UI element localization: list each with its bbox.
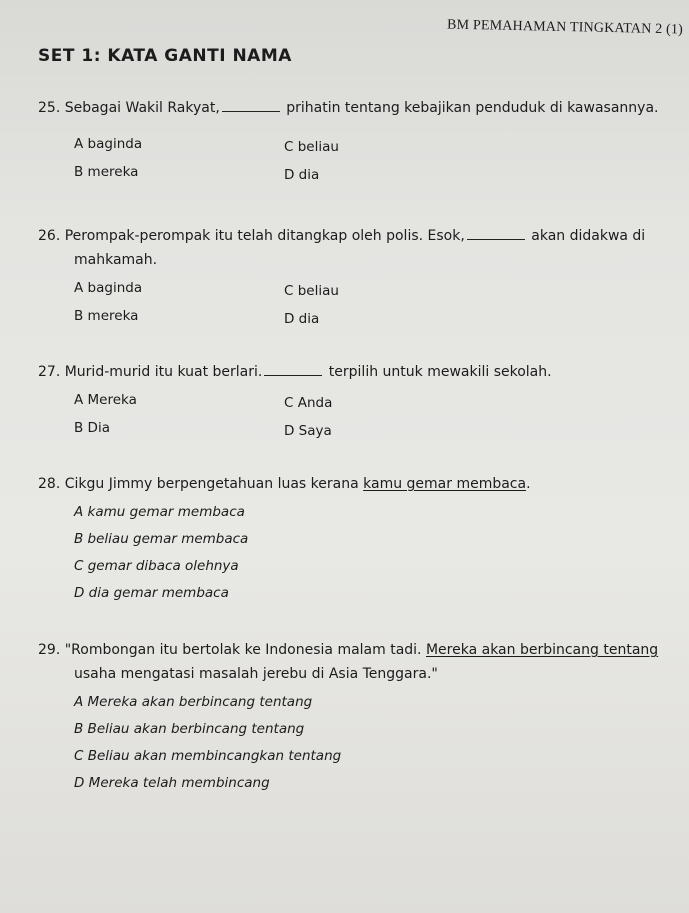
question-stem <box>38 476 531 492</box>
option-a: A Mereka akan berbincang tentang <box>74 694 313 710</box>
question-stem <box>38 100 658 116</box>
answer-blank <box>222 111 280 112</box>
answer-blank <box>467 239 525 240</box>
underlined-phrase: kamu gemar membaca <box>363 476 527 492</box>
question-stem <box>38 228 645 244</box>
question-number: 29. <box>38 642 61 658</box>
answer-blank <box>264 375 322 376</box>
option-d: D Saya <box>284 423 332 439</box>
option-a: A Mereka <box>74 392 137 408</box>
option-b: B beliau gemar membaca <box>74 531 249 547</box>
option-d: D dia gemar membaca <box>74 585 229 601</box>
option-d: D dia <box>284 311 320 327</box>
question-number: 25. <box>38 100 61 116</box>
option-c: C beliau <box>284 283 339 299</box>
option-c: C beliau <box>284 139 339 155</box>
stem-text: Sebagai Wakil Rakyat, <box>64 100 220 116</box>
option-c: C gemar dibaca olehnya <box>74 558 239 574</box>
subject-header: BM PEMAHAMAN TINGKATAN 2 (1) <box>446 17 684 38</box>
option-c: C Beliau akan membincangkan tentang <box>74 748 342 764</box>
option-d: D Mereka telah membincang <box>74 775 270 791</box>
stem-line-2: mahkamah. <box>74 252 158 268</box>
stem-text: prihatin tentang kebajikan penduduk di kawasannya. <box>286 100 659 116</box>
underlined-phrase: Mereka akan berbincang tentang <box>425 642 659 658</box>
stem-text: terpilih untuk mewakili sekolah. <box>328 364 552 380</box>
question-stem <box>38 642 658 658</box>
option-d: D dia <box>284 167 320 183</box>
question-number: 27. <box>38 364 61 380</box>
option-b: B mereka <box>74 164 139 180</box>
stem-text: Perompak-perompak itu telah ditangkap oleh polis. Esok, <box>64 228 465 244</box>
stem-line-2: usaha mengatasi masalah jerebu di Asia Tenggara." <box>74 666 438 682</box>
option-c: C Anda <box>284 395 333 411</box>
stem-text: akan didakwa di <box>531 228 646 244</box>
option-b: B mereka <box>74 308 139 324</box>
option-a: A baginda <box>74 280 143 296</box>
option-b: B Dia <box>74 420 110 436</box>
stem-end: . <box>526 476 531 492</box>
stem-text: Murid-murid itu kuat berlari. <box>64 364 263 380</box>
question-number: 26. <box>38 228 61 244</box>
stem-text: "Rombongan itu bertolak ke Indonesia malam tadi. <box>64 642 422 658</box>
question-stem <box>38 364 552 380</box>
option-a: A kamu gemar membaca <box>74 504 245 520</box>
set-title: SET 1: KATA GANTI NAMA <box>38 46 292 66</box>
option-b: B Beliau akan berbincang tentang <box>74 721 305 737</box>
option-a: A baginda <box>74 136 143 152</box>
question-number: 28. <box>38 476 61 492</box>
stem-text: Cikgu Jimmy berpengetahuan luas kerana <box>64 476 359 492</box>
